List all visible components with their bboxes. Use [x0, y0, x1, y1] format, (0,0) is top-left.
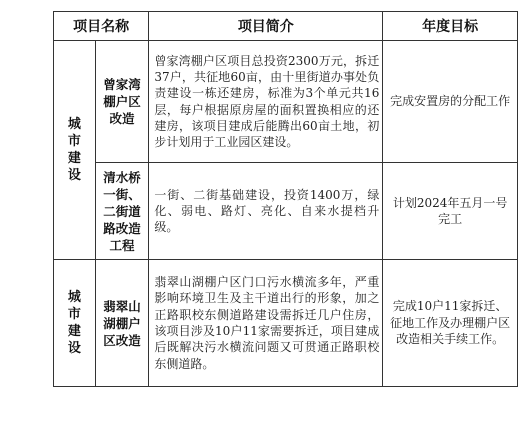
- project-name: 翡翠山湖棚户区改造: [103, 298, 141, 348]
- table-header-row: [54, 12, 518, 41]
- project-name-cell: [95, 260, 149, 387]
- table-row: [54, 260, 518, 387]
- category-label: 城市建设: [67, 290, 81, 356]
- project-name-cell: [95, 163, 149, 260]
- table-row: [54, 41, 518, 163]
- annual-goal: 完成10户11家拆迁、征地工作及办理棚户区改造相关手续工作。: [383, 260, 518, 387]
- category-label: 城市建设: [67, 117, 81, 183]
- annual-goal: 完成安置房的分配工作: [383, 41, 518, 163]
- project-intro: 一街、二街基础建设，投资1400万，绿化、弱电、路灯、亮化、自来水提档升级。: [149, 163, 383, 260]
- project-intro: 翡翠山湖棚户区门口污水横流多年，严重影响环境卫生及主干道出行的形象，加之正路职校东侧道路建设需拆迁几户住房，该项目涉及10户11家需要拆迁，项目建成后既解决污水横流问题又可贯通正路职校东侧道路。: [149, 260, 383, 387]
- project-name: 清水桥一街、二街道路改造工程: [103, 169, 141, 253]
- category-cell: [54, 41, 96, 260]
- category-cell: [54, 260, 96, 387]
- table-row: [54, 163, 518, 260]
- project-intro: 曾家湾棚户区项目总投资2300万元，拆迁37户，共征地60亩，由十里街道办事处负责建设一栋还建房，标准为3个单元共16层，每户根据原房屋的面积置换相应的还建房，该项目建成后能腾出60亩土地，初步计划用于工业园区建设。: [149, 41, 383, 163]
- project-name: 曾家湾棚户区改造: [103, 77, 141, 126]
- annual-goal: 计划2024年五月一号完工: [383, 163, 518, 260]
- header-project-name: 项目名称: [54, 12, 149, 41]
- projects-table: [53, 11, 518, 387]
- header-annual-goal: 年度目标: [383, 12, 518, 41]
- header-project-intro: 项目简介: [149, 12, 383, 41]
- project-name-cell: [95, 41, 149, 163]
